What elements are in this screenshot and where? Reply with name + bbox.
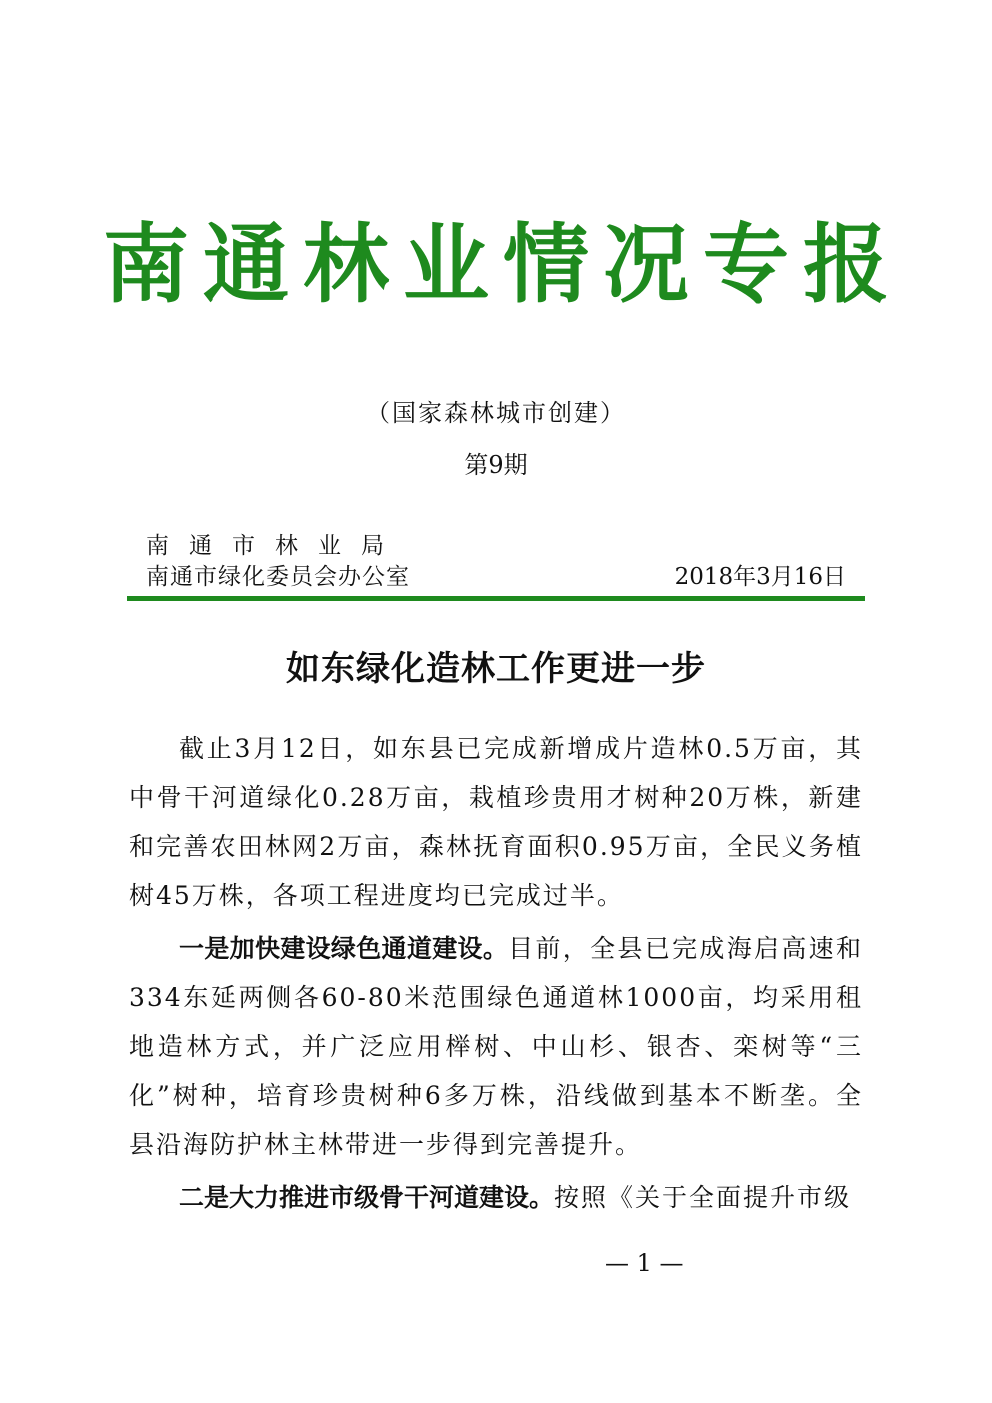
paragraph-lead: 一是加快建设绿色通道建设。 [179, 934, 509, 963]
paragraph-text: 按照《关于全面提升市级 [554, 1183, 852, 1212]
paragraph-lead: 二是大力推进市级骨干河道建设。 [179, 1183, 555, 1212]
masthead-title: 南通林业情况专报 [103, 214, 903, 315]
header-divider [127, 596, 865, 601]
issue-date: 2018年3月16日 [674, 564, 846, 590]
article-title: 如东绿化造林工作更进一步 [286, 649, 706, 689]
issuer-forestry-bureau: 南通市林业局 [146, 533, 404, 559]
issuer-greening-office: 南通市绿化委员会办公室 [146, 564, 410, 590]
paragraph-river-greening [129, 1173, 863, 1222]
subtitle: （国家森林城市创建） [366, 399, 626, 427]
article-body [129, 724, 863, 1226]
paragraph-summary: 截止3月12日，如东县已完成新增成片造林0.5万亩，其中骨干河道绿化0.28万亩，栽植珍贵用才树种20万株，新建和完善农田林网2万亩，森林抚育面积0.95万亩，全民义务植树45万株，各项工程进度均已完成过半。 [129, 734, 863, 910]
paragraph-text: 目前，全县已完成海启高速和334东延两侧各60-80米范围绿色通道林1000亩，均采用租地造林方式，并广泛应用榉树、中山杉、银杏、栾树等“三化”树种，培育珍贵树种6多万株，沿线做到基本不断垄。全县沿海防护林主林带进一步得到完善提升。 [129, 934, 863, 1159]
page-number: — 1 — [605, 1249, 684, 1277]
issue-number: 第9期 [464, 451, 528, 479]
paragraph-green-corridor [129, 924, 863, 1169]
